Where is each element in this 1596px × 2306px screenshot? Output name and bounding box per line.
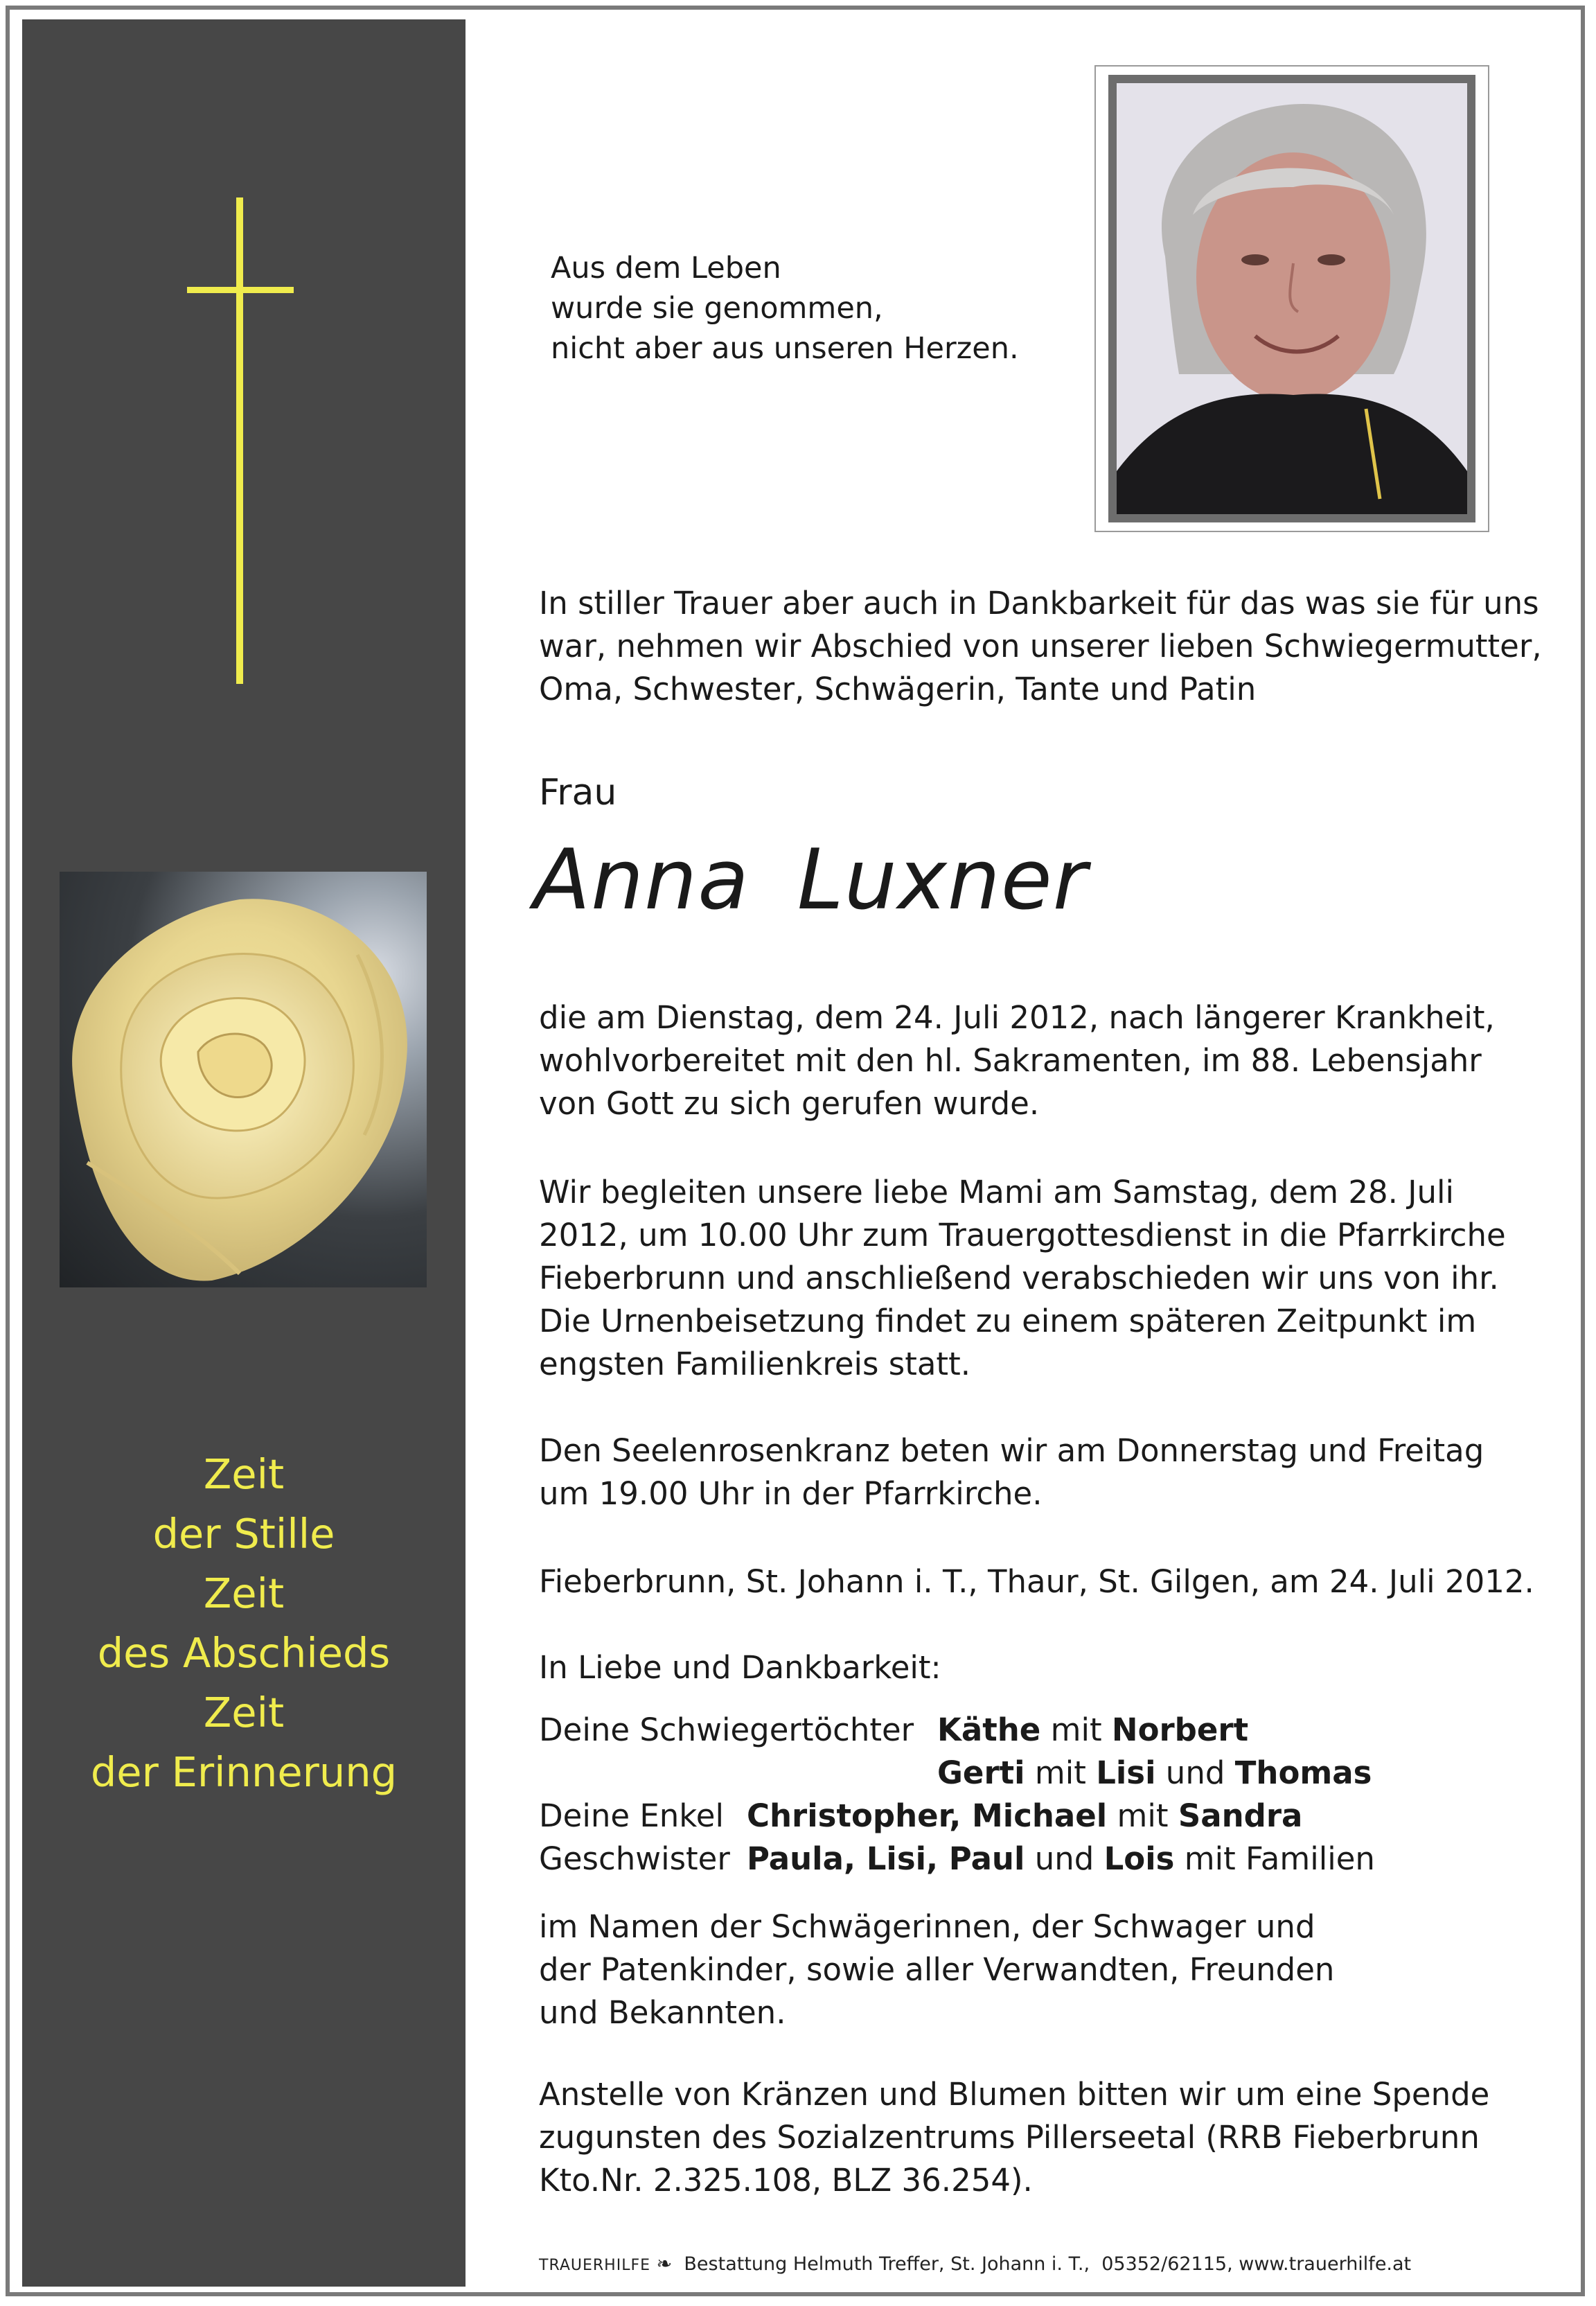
rosary-text <box>539 1429 1484 1515</box>
family-label: Geschwister <box>539 1840 730 1877</box>
body-line: Kto.Nr. 2.325.108, BLZ 36.254). <box>539 2162 1033 2199</box>
poem-line: der Erinnerung <box>90 1748 398 1796</box>
family-name: Thomas <box>1234 1754 1372 1791</box>
family-name: Gerti <box>937 1754 1025 1791</box>
quote-line: nicht aber aus unseren Herzen. <box>551 331 1019 366</box>
cross-icon-bar <box>187 287 294 293</box>
salutation: Frau <box>539 772 617 813</box>
body-line: Fieberbrunn und anschließend verabschieden wir uns von ihr. <box>539 1260 1499 1296</box>
family-name: Christopher, Michael <box>747 1797 1108 1834</box>
body-line: wohlvorbereitet mit den hl. Sakramenten, im 88. Lebensjahr <box>539 1042 1482 1079</box>
family-connector: mit <box>1025 1754 1097 1791</box>
quote-line: wurde sie genommen, <box>551 291 883 326</box>
family-connector: mit <box>1107 1797 1178 1834</box>
family-list <box>539 1709 1375 1881</box>
deceased-name: Anna Luxner <box>533 832 1088 928</box>
cross-icon <box>236 197 243 684</box>
family-row <box>539 1838 1375 1881</box>
family-members <box>937 1752 1372 1795</box>
footer <box>539 2252 1411 2278</box>
portrait-icon <box>1117 83 1467 514</box>
body-line: zugunsten des Sozialzentrums Pillerseetal (RRB Fieberbrunn <box>539 2119 1480 2156</box>
body-line: engsten Familienkreis statt. <box>539 1346 971 1382</box>
body-line: Anstelle von Kränzen und Blumen bitten wir um eine Spende <box>539 2076 1490 2113</box>
body-line: Die Urnenbeisetzung findet zu einem späteren Zeitpunkt im <box>539 1303 1477 1339</box>
portrait-photo <box>1108 75 1475 522</box>
intro-text <box>539 582 1542 711</box>
family-connector: und <box>1025 1840 1104 1877</box>
place-date: Fieberbrunn, St. Johann i. T., Thaur, St. Gilgen, am 24. Juli 2012. <box>539 1563 1534 1600</box>
body-line: von Gott zu sich gerufen wurde. <box>539 1085 1040 1122</box>
poem-line: Zeit <box>203 1450 285 1498</box>
body-line: und Bekannten. <box>539 1994 786 2031</box>
family-members <box>747 1838 1375 1881</box>
body-line: Den Seelenrosenkranz beten wir am Donnerstag und Freitag <box>539 1432 1484 1469</box>
family-name: Sandra <box>1178 1797 1303 1834</box>
relatives-text <box>539 1905 1334 2034</box>
leaf-icon: ❧ <box>656 2253 673 2275</box>
rose-icon <box>60 872 427 1287</box>
family-members <box>937 1709 1248 1752</box>
family-name: Lois <box>1103 1840 1175 1877</box>
poem-line: des Abschieds <box>97 1629 391 1677</box>
family-name: Norbert <box>1111 1711 1249 1748</box>
body-line: im Namen der Schwägerinnen, der Schwager und <box>539 1908 1315 1945</box>
family-members <box>747 1795 1302 1838</box>
family-connector: mit Familien <box>1174 1840 1375 1877</box>
family-row <box>539 1795 1375 1838</box>
body-line: die am Dienstag, dem 24. Juli 2012, nach längerer Krankheit, <box>539 999 1495 1036</box>
body-line: 2012, um 10.00 Uhr zum Trauergottesdienst in die Pfarrkirche <box>539 1217 1506 1253</box>
death-notice-text <box>539 996 1495 1125</box>
sidebar-poem <box>22 1445 466 1802</box>
family-name: Paula, Lisi, Paul <box>747 1840 1025 1877</box>
family-connector: und <box>1155 1754 1235 1791</box>
rose-image <box>60 872 427 1287</box>
family-label-empty <box>539 1752 937 1795</box>
funeral-text <box>539 1171 1506 1386</box>
family-name: Käthe <box>937 1711 1041 1748</box>
quote <box>551 248 1019 369</box>
family-name: Lisi <box>1096 1754 1156 1791</box>
intro-line: In stiller Trauer aber auch in Dankbarkeit für das was sie für uns <box>539 585 1539 622</box>
family-row <box>539 1752 1375 1795</box>
family-connector: mit <box>1040 1711 1112 1748</box>
body-line: Wir begleiten unsere liebe Mami am Samstag, dem 28. Juli <box>539 1174 1455 1211</box>
poem-line: Zeit <box>203 1569 285 1617</box>
donation-text <box>539 2073 1489 2202</box>
family-label: Deine Enkel <box>539 1797 724 1834</box>
footer-brand: TRAUERHILFE <box>539 2257 651 2274</box>
body-line: der Patenkinder, sowie aller Verwandten, Freunden <box>539 1951 1335 1988</box>
poem-line: der Stille <box>152 1510 335 1558</box>
quote-line: Aus dem Leben <box>551 251 781 285</box>
body-line: um 19.00 Uhr in der Pfarrkirche. <box>539 1475 1043 1512</box>
closing-phrase: In Liebe und Dankbarkeit: <box>539 1649 941 1686</box>
family-row <box>539 1709 1375 1752</box>
family-label: Deine Schwiegertöchter <box>539 1711 914 1748</box>
poem-line: Zeit <box>203 1689 285 1736</box>
intro-line: Oma, Schwester, Schwägerin, Tante und Patin <box>539 671 1257 707</box>
intro-line: war, nehmen wir Abschied von unserer lieben Schwiegermutter, <box>539 628 1542 664</box>
footer-text: Bestattung Helmuth Treffer, St. Johann i. T., 05352/62115, www.trauerhilfe.at <box>677 2253 1412 2275</box>
